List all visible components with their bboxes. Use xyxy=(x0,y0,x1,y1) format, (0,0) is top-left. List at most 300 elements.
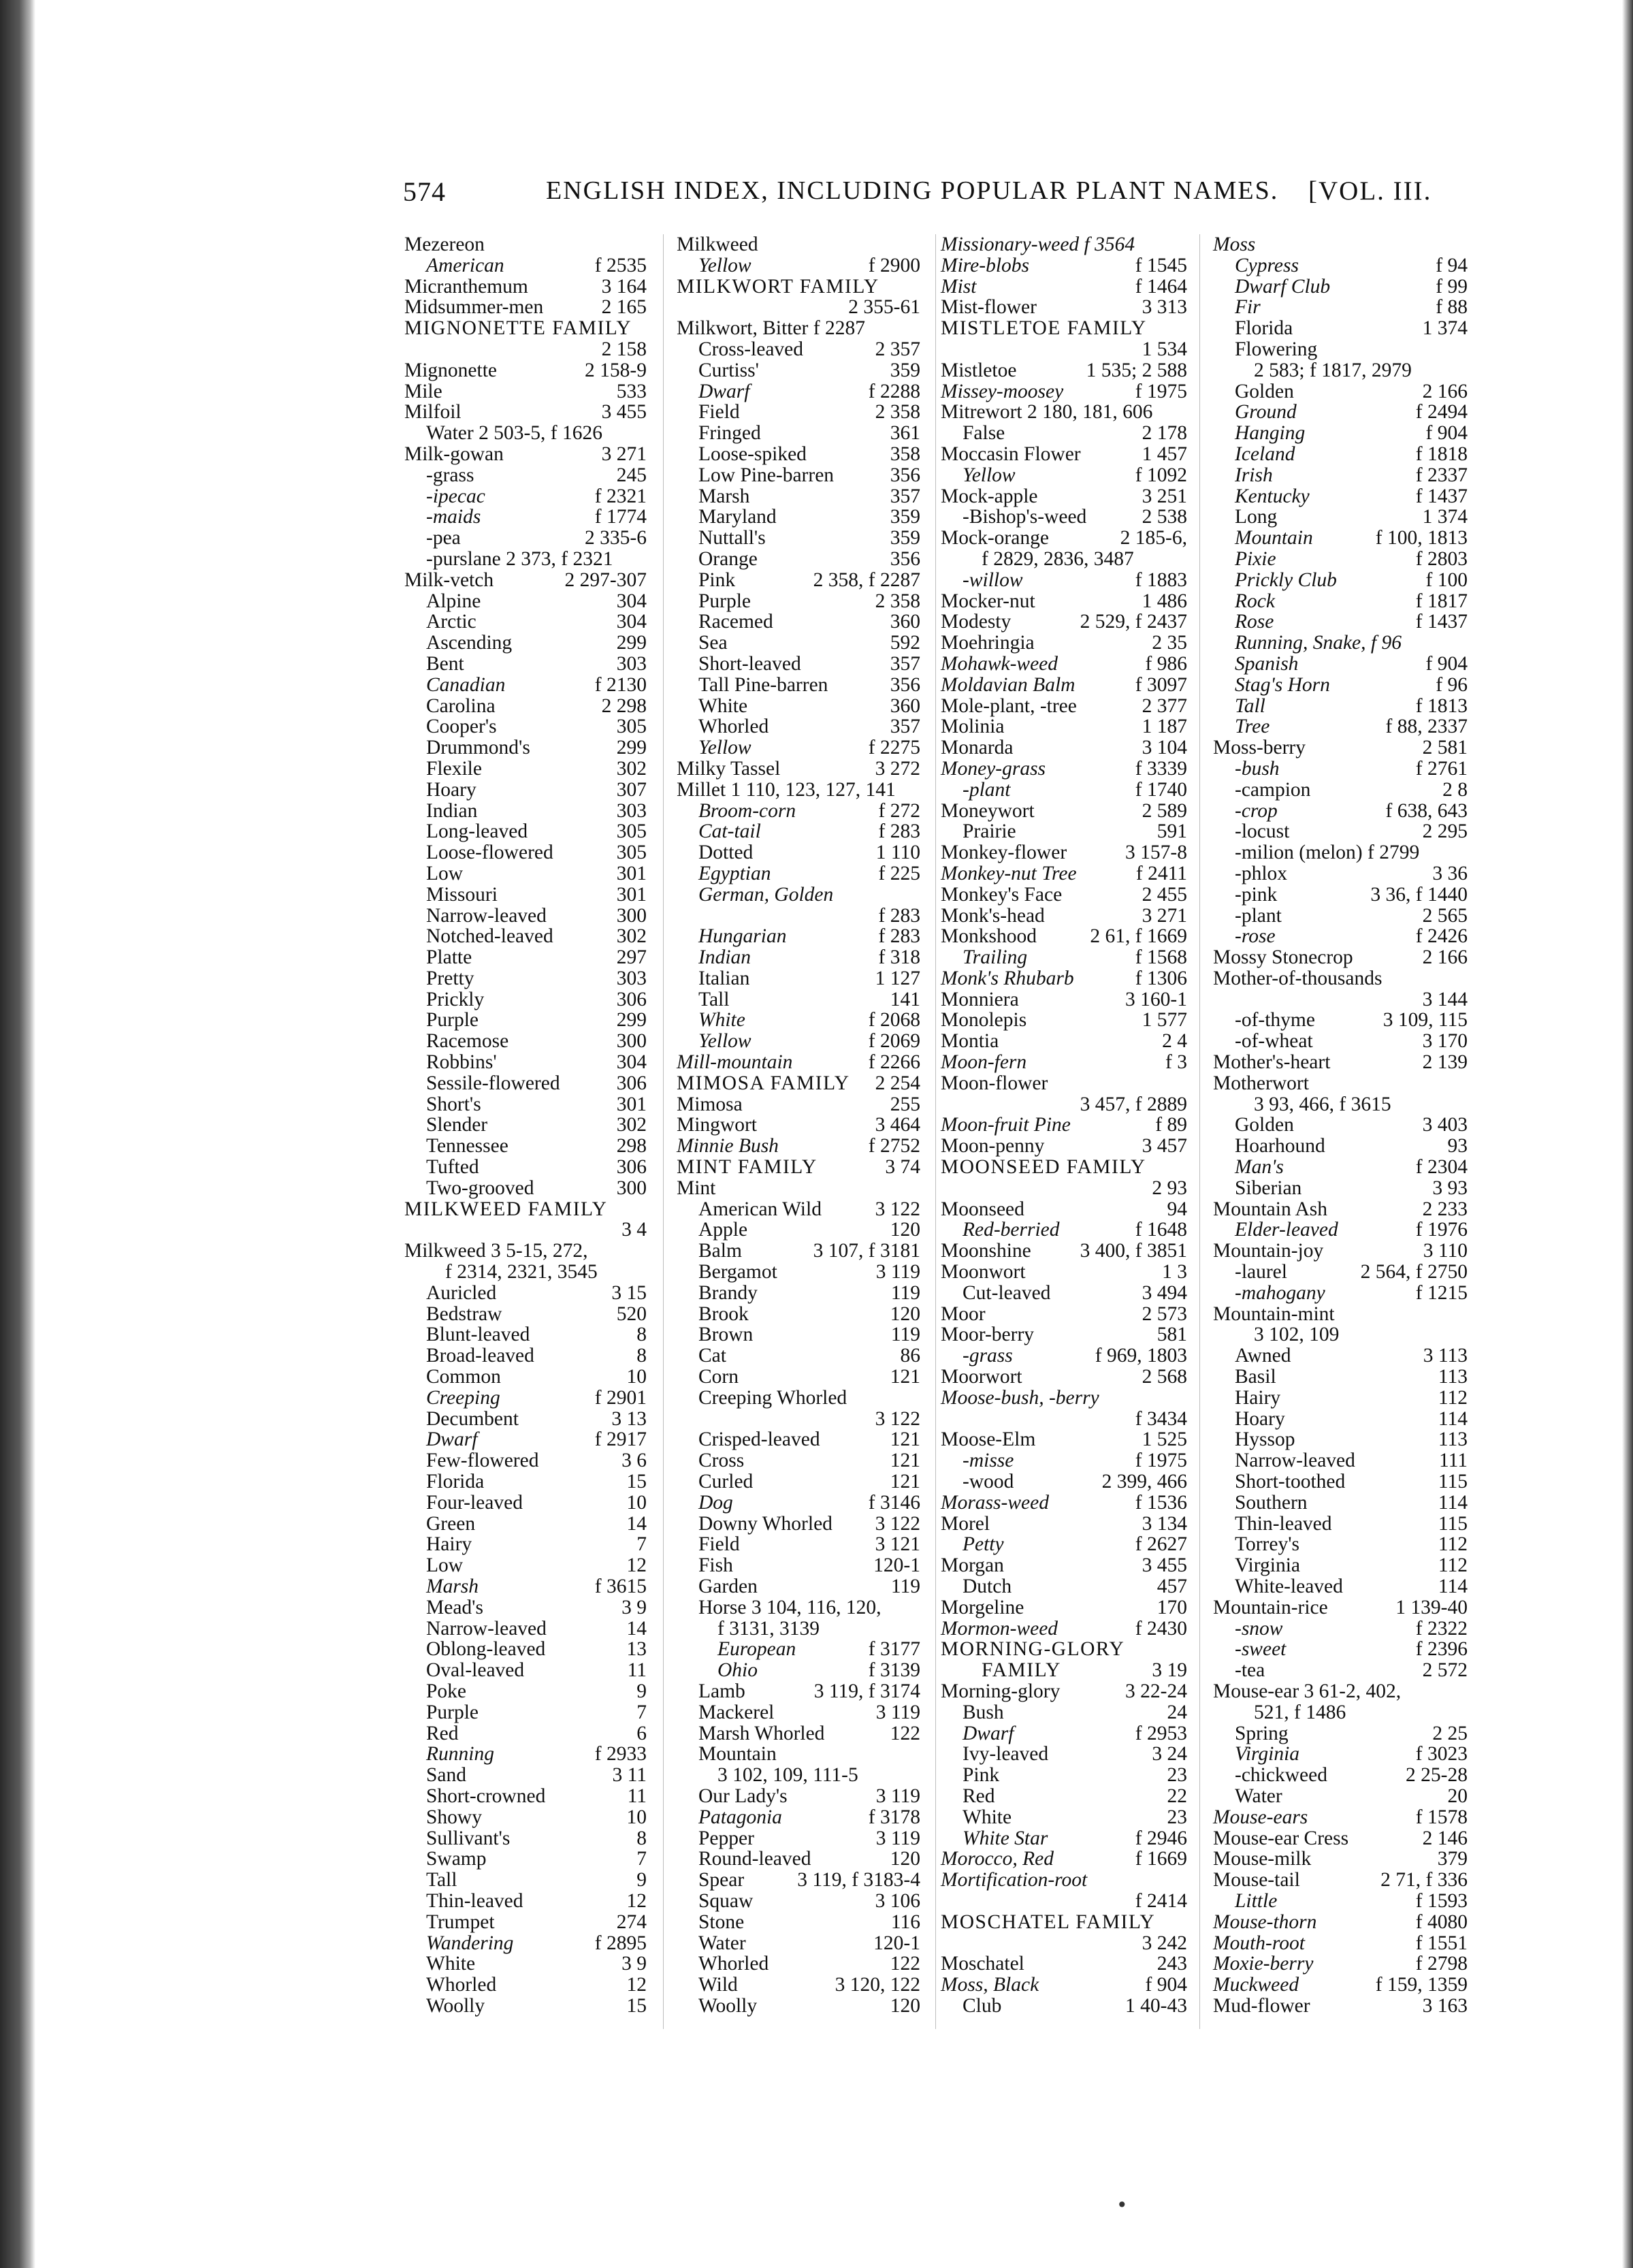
index-entry xyxy=(941,1912,1187,1933)
entry-term: Millet 1 110, 123, 127, 141 xyxy=(677,778,896,801)
entry-reference: f 99 xyxy=(1436,275,1468,298)
entry-reference: 358 xyxy=(890,443,920,465)
entry-term: Mud-flower xyxy=(1213,1994,1310,2017)
index-entry xyxy=(677,1870,920,1891)
entry-reference: 14 xyxy=(626,1512,647,1535)
page-title: ENGLISH INDEX, INCLUDING POPULAR PLANT NAMES. xyxy=(546,176,1279,205)
entry-reference: 1 577 xyxy=(1142,1009,1187,1032)
index-column-2 xyxy=(677,234,920,2017)
entry-reference: 359 xyxy=(890,359,920,381)
index-entry xyxy=(941,821,1187,842)
index-entry xyxy=(404,1702,647,1723)
entry-reference: 7 xyxy=(636,1701,647,1723)
index-entry xyxy=(941,1514,1187,1535)
entry-term: Prickly Club xyxy=(1235,569,1337,591)
index-entry xyxy=(677,1765,920,1786)
entry-term: American xyxy=(426,254,504,276)
entry-term: -purslane 2 373, f 2321 xyxy=(426,547,613,570)
index-entry xyxy=(404,1031,647,1052)
entry-term: Spanish xyxy=(1235,652,1299,675)
entry-reference: 2 8 xyxy=(1442,778,1468,801)
entry-term: Canadian xyxy=(426,673,506,696)
entry-term: Dwarf xyxy=(963,1722,1014,1744)
entry-term: Mingwort xyxy=(677,1114,757,1136)
index-entry xyxy=(1213,1199,1468,1220)
index-entry xyxy=(1213,1723,1468,1744)
index-entry xyxy=(404,1828,647,1849)
index-column-3 xyxy=(941,234,1187,2017)
entry-term: Whorled xyxy=(698,716,769,738)
entry-term: White Star xyxy=(963,1827,1048,1849)
entry-reference: f 1883 xyxy=(1135,569,1187,591)
entry-term: Long-leaved xyxy=(426,820,528,843)
index-entry xyxy=(404,486,647,507)
entry-term: Virginia xyxy=(1235,1554,1301,1577)
entry-term: Purple xyxy=(426,1701,479,1723)
entry-reference: 3 457, f 2889 xyxy=(1080,1093,1187,1115)
entry-term: -Bishop's-weed xyxy=(963,506,1087,528)
entry-reference: f 1975 xyxy=(1135,380,1187,402)
entry-reference: 94 xyxy=(1167,1198,1187,1220)
entry-reference: f 2275 xyxy=(868,737,920,759)
index-entry xyxy=(677,570,920,591)
entry-term: Maryland xyxy=(698,506,777,528)
entry-term: Muckweed xyxy=(1213,1974,1299,1996)
entry-term: Arctic xyxy=(426,611,476,633)
index-entry xyxy=(1213,675,1468,696)
entry-term: Spear xyxy=(698,1869,745,1891)
entry-reference: f 2321 xyxy=(594,485,647,507)
index-entry xyxy=(941,507,1187,528)
entry-term: Narrow-leaved xyxy=(426,1617,547,1640)
entry-term: Irish xyxy=(1235,464,1273,486)
entry-term: Running xyxy=(426,1743,494,1766)
index-entry xyxy=(404,1639,647,1660)
entry-reference: 303 xyxy=(616,967,647,989)
entry-reference: 2 35 xyxy=(1152,632,1187,654)
entry-term: Creeping Whorled xyxy=(698,1386,847,1409)
entry-reference: 3 119 xyxy=(875,1261,920,1283)
entry-term: -of-wheat xyxy=(1235,1030,1313,1053)
entry-reference: 300 xyxy=(616,1177,647,1199)
index-entry xyxy=(677,1157,920,1178)
entry-term: Cat xyxy=(698,1345,726,1367)
entry-reference: 3 119 xyxy=(875,1701,920,1723)
entry-reference: 3 15 xyxy=(611,1281,647,1304)
entry-reference: 119 xyxy=(890,1324,920,1346)
entry-term: Man's xyxy=(1235,1156,1284,1179)
entry-term: Monk's Rhubarb xyxy=(941,967,1074,989)
entry-term: Sullivant's xyxy=(426,1827,511,1849)
index-entry xyxy=(941,1765,1187,1786)
entry-term: Our Lady's xyxy=(698,1785,788,1807)
entry-term: Moon-flower xyxy=(941,1072,1048,1094)
entry-term: Water 2 503-5, f 1626 xyxy=(426,422,602,445)
entry-term: f 3131, 3139 xyxy=(717,1617,820,1640)
entry-term: Mother-of-thousands xyxy=(1213,967,1383,989)
entry-term: Modesty xyxy=(941,611,1012,633)
index-entry xyxy=(404,1429,647,1450)
entry-term: Morel xyxy=(941,1512,990,1535)
entry-reference: 120 xyxy=(890,1848,920,1870)
index-entry xyxy=(404,1324,647,1345)
index-entry xyxy=(941,1409,1187,1430)
index-entry xyxy=(404,1283,647,1304)
entry-term: Prairie xyxy=(963,820,1016,843)
entry-term: Racemed xyxy=(698,611,773,633)
index-entry xyxy=(404,444,647,465)
entry-term: MIGNONETTE FAMILY xyxy=(404,317,632,340)
entry-term: Mock-orange xyxy=(941,527,1049,549)
index-entry xyxy=(677,234,920,255)
entry-reference: 120 xyxy=(890,1994,920,2017)
entry-reference: f 318 xyxy=(878,946,920,969)
entry-term: Corn xyxy=(698,1366,739,1388)
index-entry xyxy=(941,842,1187,863)
index-entry xyxy=(404,926,647,947)
entry-reference: 3 119, f 3174 xyxy=(813,1680,920,1702)
entry-reference: f 1774 xyxy=(594,506,647,528)
entry-term: Club xyxy=(963,1994,1002,2017)
entry-reference: 24 xyxy=(1167,1701,1187,1723)
entry-reference: f 1818 xyxy=(1415,443,1468,465)
index-entry xyxy=(1213,821,1468,842)
entry-reference: 3 494 xyxy=(1142,1281,1187,1304)
index-entry xyxy=(941,1639,1187,1660)
entry-term: Mocker-nut xyxy=(941,590,1035,612)
entry-term: Curtiss' xyxy=(698,359,759,381)
entry-reference: 2 71, f 336 xyxy=(1380,1869,1468,1891)
index-entry xyxy=(404,1450,647,1471)
entry-term: Mountain-mint xyxy=(1213,1303,1335,1325)
index-entry xyxy=(677,1597,920,1618)
index-entry xyxy=(677,780,920,801)
index-entry xyxy=(677,486,920,507)
entry-reference: 119 xyxy=(890,1576,920,1597)
entry-reference: 121 xyxy=(890,1450,920,1472)
entry-term: Pepper xyxy=(698,1827,754,1849)
index-entry xyxy=(404,758,647,780)
index-entry xyxy=(404,381,647,402)
index-entry xyxy=(941,528,1187,549)
entry-reference: 2 565 xyxy=(1422,904,1468,927)
entry-reference: f 986 xyxy=(1145,652,1187,675)
entry-reference: 141 xyxy=(890,988,920,1010)
entry-reference: 2 4 xyxy=(1162,1030,1187,1053)
entry-reference: 2 166 xyxy=(1422,380,1468,402)
entry-term: Moldavian Balm xyxy=(941,673,1076,696)
entry-term: Blunt-leaved xyxy=(426,1324,530,1346)
entry-reference: 12 xyxy=(626,1974,647,1996)
entry-term: Swamp xyxy=(426,1848,487,1870)
entry-term: Moon-penny xyxy=(941,1135,1045,1157)
entry-reference: 2 399, 466 xyxy=(1101,1471,1187,1493)
index-entry xyxy=(1213,1639,1468,1660)
index-entry xyxy=(404,1219,647,1241)
index-entry xyxy=(404,842,647,863)
index-entry xyxy=(941,234,1187,255)
entry-term: Brown xyxy=(698,1324,754,1346)
entry-term: Indian xyxy=(426,799,478,822)
index-entry xyxy=(404,633,647,654)
index-entry xyxy=(404,1597,647,1618)
entry-reference: f 2069 xyxy=(868,1030,920,1053)
entry-term: Marsh xyxy=(426,1576,479,1597)
entry-reference: 581 xyxy=(1157,1324,1187,1346)
entry-term: Prickly xyxy=(426,988,485,1010)
index-entry xyxy=(677,360,920,381)
entry-reference: f 96 xyxy=(1436,673,1468,696)
index-entry xyxy=(677,884,920,906)
entry-term: Cat-tail xyxy=(698,820,761,843)
entry-reference: 3 13 xyxy=(611,1407,647,1430)
entry-term: Mist-flower xyxy=(941,296,1037,319)
entry-reference: f 1306 xyxy=(1135,967,1187,989)
entry-reference: 1 535; 2 588 xyxy=(1086,359,1187,381)
entry-reference: 3 36, f 1440 xyxy=(1370,883,1468,906)
entry-reference: 3 104 xyxy=(1142,737,1187,759)
entry-reference: 356 xyxy=(890,673,920,696)
entry-reference: 304 xyxy=(616,611,647,633)
index-entry xyxy=(941,297,1187,318)
index-entry xyxy=(404,1912,647,1933)
entry-reference: 7 xyxy=(636,1533,647,1556)
entry-reference: 243 xyxy=(1157,1953,1187,1975)
entry-term: Elder-leaved xyxy=(1235,1219,1338,1241)
entry-term: -willow xyxy=(963,569,1023,591)
entry-reference: 2 297-307 xyxy=(564,569,647,591)
entry-term: Broom-corn xyxy=(698,799,796,822)
index-entry xyxy=(677,989,920,1010)
entry-reference: f 3434 xyxy=(1135,1407,1187,1430)
index-entry xyxy=(404,1157,647,1178)
entry-term: Ground xyxy=(1235,401,1297,424)
entry-term: Flexile xyxy=(426,757,482,780)
index-entry xyxy=(404,402,647,423)
entry-reference: 1 187 xyxy=(1142,716,1187,738)
index-entry xyxy=(941,1283,1187,1304)
index-entry xyxy=(941,1597,1187,1618)
index-entry xyxy=(1213,1933,1468,1954)
entry-term: MILKWEED FAMILY xyxy=(404,1198,608,1220)
entry-reference: 3 6 xyxy=(621,1450,647,1472)
entry-term: Pink xyxy=(698,569,736,591)
entry-term: Virginia xyxy=(1235,1743,1300,1766)
entry-reference: 304 xyxy=(616,590,647,612)
entry-reference: 111 xyxy=(1438,1450,1468,1472)
entry-term: MINT FAMILY xyxy=(677,1156,818,1179)
entry-reference: 2 568 xyxy=(1142,1366,1187,1388)
index-entry xyxy=(941,1723,1187,1744)
index-entry xyxy=(404,968,647,989)
entry-reference: f 3146 xyxy=(868,1491,920,1514)
index-entry xyxy=(941,1786,1187,1807)
entry-term: Balm xyxy=(698,1240,742,1262)
entry-term: Egyptian xyxy=(698,862,771,884)
entry-term: Carolina xyxy=(426,694,496,717)
entry-term: Mouse-tail xyxy=(1213,1869,1300,1891)
entry-term: Mill-mountain xyxy=(677,1051,793,1074)
entry-term: -sweet xyxy=(1235,1638,1287,1661)
index-entry xyxy=(404,507,647,528)
entry-reference: 2 146 xyxy=(1422,1827,1468,1849)
index-entry xyxy=(1213,297,1468,318)
index-entry xyxy=(677,842,920,863)
entry-term: False xyxy=(963,422,1005,445)
index-entry xyxy=(677,1052,920,1073)
index-entry xyxy=(941,1660,1187,1681)
entry-term: Low Pine-barren xyxy=(698,464,835,486)
entry-term: Stone xyxy=(698,1911,745,1933)
entry-term: Milk-gowan xyxy=(404,443,504,465)
index-entry xyxy=(677,318,920,339)
entry-term: Mire-blobs xyxy=(941,254,1029,276)
entry-term: Orange xyxy=(698,547,758,570)
index-entry xyxy=(941,318,1187,339)
entry-term: Moose-Elm xyxy=(941,1428,1036,1451)
entry-term: Milk-vetch xyxy=(404,569,494,591)
index-entry xyxy=(941,1052,1187,1073)
entry-reference: 3 119 xyxy=(875,1785,920,1807)
column-rule xyxy=(1199,234,1200,2029)
entry-term: Dog xyxy=(698,1491,733,1514)
entry-reference: 306 xyxy=(616,988,647,1010)
entry-term: Bedstraw xyxy=(426,1303,502,1325)
entry-reference: f 3097 xyxy=(1135,673,1187,696)
entry-reference: 3 144 xyxy=(1422,988,1468,1010)
index-entry xyxy=(677,549,920,570)
entry-term: -of-thyme xyxy=(1235,1009,1315,1032)
index-entry xyxy=(677,1409,920,1430)
entry-term: Kentucky xyxy=(1235,485,1310,507)
entry-reference: 2 298 xyxy=(601,694,647,717)
entry-reference: f 2803 xyxy=(1415,547,1468,570)
entry-reference: 300 xyxy=(616,904,647,927)
index-entry xyxy=(677,716,920,737)
entry-term: Sessile-flowered xyxy=(426,1072,560,1094)
entry-reference: 2 529, f 2437 xyxy=(1080,611,1187,633)
entry-reference: f 3177 xyxy=(868,1638,920,1661)
column-rule xyxy=(663,234,664,2029)
entry-term: Nuttall's xyxy=(698,527,766,549)
entry-reference: 2 357 xyxy=(875,338,920,360)
index-entry xyxy=(941,801,1187,822)
index-entry xyxy=(941,675,1187,696)
entry-reference: 591 xyxy=(1157,820,1187,843)
index-entry xyxy=(941,1178,1187,1199)
entry-term: Woolly xyxy=(426,1994,485,2017)
entry-reference: f 159, 1359 xyxy=(1375,1974,1468,1996)
index-entry xyxy=(404,1618,647,1640)
entry-reference: 114 xyxy=(1438,1576,1468,1597)
entry-term: Flowering xyxy=(1235,338,1318,360)
entry-reference: 112 xyxy=(1438,1554,1468,1577)
index-entry xyxy=(941,486,1187,507)
index-entry xyxy=(1213,654,1468,675)
index-entry xyxy=(404,989,647,1010)
entry-term: Fringed xyxy=(698,422,761,445)
entry-reference: f 2266 xyxy=(868,1051,920,1074)
entry-term: Notched-leaved xyxy=(426,925,553,948)
index-entry xyxy=(404,1576,647,1597)
entry-term: Racemose xyxy=(426,1030,509,1053)
entry-reference: 113 xyxy=(1438,1366,1468,1388)
index-entry xyxy=(1213,1849,1468,1870)
entry-reference: 8 xyxy=(636,1324,647,1346)
entry-reference: f 88, 2337 xyxy=(1385,716,1468,738)
entry-term: Drummond's xyxy=(426,737,530,759)
entry-term: Morass-weed xyxy=(941,1491,1049,1514)
entry-term: Running, Snake, f 96 xyxy=(1235,632,1402,654)
entry-reference: 2 185-6, xyxy=(1120,527,1187,549)
entry-reference: 305 xyxy=(616,820,647,843)
entry-term: Alpine xyxy=(426,590,481,612)
entry-term: Broad-leaved xyxy=(426,1345,534,1367)
entry-reference: 2 139 xyxy=(1422,1051,1468,1074)
entry-term: -grass xyxy=(963,1345,1013,1367)
entry-term: Milky Tassel xyxy=(677,757,781,780)
entry-term: Minnie Bush xyxy=(677,1135,779,1157)
index-entry xyxy=(941,1807,1187,1828)
entry-term: Rose xyxy=(1235,611,1274,633)
entry-term: Tall xyxy=(426,1869,457,1891)
entry-reference: 301 xyxy=(616,883,647,906)
index-entry xyxy=(941,716,1187,737)
entry-reference: 86 xyxy=(900,1345,920,1367)
entry-reference: f 2752 xyxy=(868,1135,920,1157)
index-entry xyxy=(941,1367,1187,1388)
index-entry xyxy=(1213,1345,1468,1367)
page-header xyxy=(403,176,1465,217)
entry-reference: 301 xyxy=(616,862,647,884)
index-entry xyxy=(1213,1514,1468,1535)
entry-term: Moor xyxy=(941,1303,986,1325)
index-entry xyxy=(404,255,647,276)
index-entry xyxy=(941,1744,1187,1765)
entry-reference: 8 xyxy=(636,1345,647,1367)
index-entry xyxy=(941,758,1187,780)
index-entry xyxy=(941,1576,1187,1597)
entry-term: Short-crowned xyxy=(426,1785,546,1807)
entry-reference: 3 242 xyxy=(1142,1932,1187,1954)
entry-reference: 307 xyxy=(616,778,647,801)
entry-reference: 3 119, f 3183-4 xyxy=(797,1869,920,1891)
entry-reference: 14 xyxy=(626,1617,647,1640)
entry-reference: 3 464 xyxy=(875,1114,920,1136)
entry-term: Mortification-root xyxy=(941,1869,1088,1891)
entry-reference: 10 xyxy=(626,1366,647,1388)
entry-term: Moschatel xyxy=(941,1953,1024,1975)
entry-term: Micranthemum xyxy=(404,275,528,298)
entry-term: European xyxy=(717,1638,796,1661)
index-entry xyxy=(1213,758,1468,780)
entry-term: Hungarian xyxy=(698,925,787,948)
entry-term: Mead's xyxy=(426,1596,483,1618)
entry-reference: 121 xyxy=(890,1366,920,1388)
index-entry xyxy=(677,423,920,444)
entry-reference: f 283 xyxy=(878,904,920,927)
entry-reference: 15 xyxy=(626,1994,647,2017)
index-entry xyxy=(1213,1807,1468,1828)
entry-reference: 2 358 xyxy=(875,401,920,424)
entry-term: Morocco, Red xyxy=(941,1848,1054,1870)
entry-term: Mole-plant, -tree xyxy=(941,694,1077,717)
entry-term: Brandy xyxy=(698,1281,758,1304)
index-entry xyxy=(1213,1660,1468,1681)
entry-term: Creeping xyxy=(426,1386,500,1409)
index-entry xyxy=(677,801,920,822)
index-entry xyxy=(404,947,647,968)
